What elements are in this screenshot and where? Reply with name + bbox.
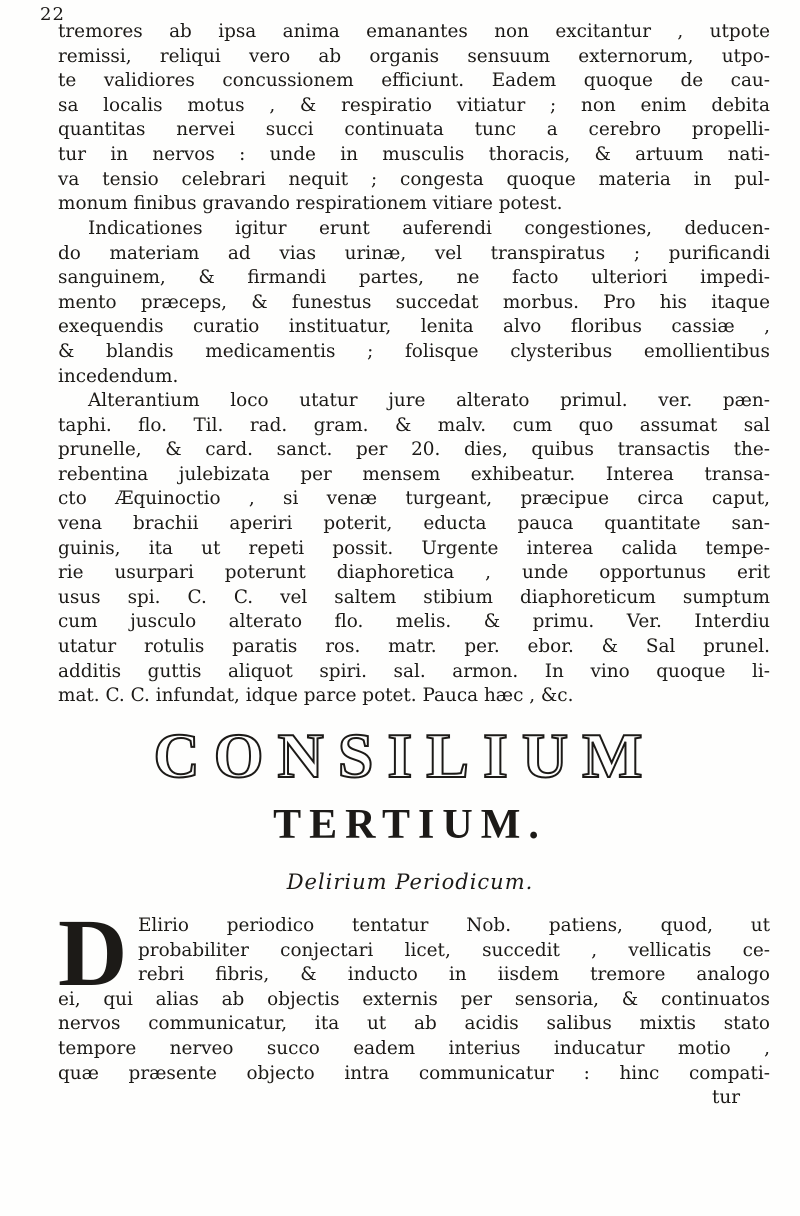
text-line: sa localis motus , & respiratio vitiatur ; non enim debita — [58, 94, 770, 116]
text-line: Alterantium loco utatur jure alterato primul. ver. pæn- — [88, 390, 770, 411]
drop-cap: D — [58, 899, 128, 1006]
text-line: te validiores concussionem efficiunt. Eadem quoque de cau- — [58, 70, 770, 92]
text-line: cum jusculo alterato flo. melis. & primu. Ver. Interdiu — [58, 611, 770, 633]
text-line: prunelle, & card. sanct. per 20. dies, quibus transactis the- — [58, 439, 770, 461]
text-line: monum finibus gravando respirationem vitiare potest. — [58, 193, 563, 215]
text-line: mat. C. C. infundat, idque parce potet. Pauca hæc , &c. — [58, 685, 574, 707]
paragraph-1 — [58, 20, 770, 217]
text-line: & blandis medicamentis ; folisque clysteribus emollientibus — [58, 340, 770, 362]
text-line: utatur rotulis paratis ros. matr. per. ebor. & Sal prunel. — [58, 635, 770, 657]
text-line: nervos communicatur, ita ut ab acidis salibus mixtis stato — [58, 1013, 770, 1035]
section-title: CONSILIUM — [153, 720, 657, 791]
text-line: exequendis curatio instituatur, lenita alvo floribus cassiæ , — [58, 316, 770, 338]
text-line: probabiliter conjectari licet, succedit , vellicatis ce- — [138, 939, 770, 961]
text-line: vena brachii aperiri poterit, educta pauca quantitate san- — [58, 512, 770, 534]
text-line: usus spi. C. C. vel saltem stibium diaphoreticum sumptum — [58, 586, 770, 608]
text-line: tur in nervos : unde in musculis thoracis, & artuum nati- — [58, 143, 770, 165]
text-line: do materiam ad vias urinæ, vel transpiratus ; purificandi — [58, 242, 770, 264]
text-line: remissi, reliqui vero ab organis sensuum externorum, utpo- — [58, 45, 770, 67]
text-line: rie usurpari poterunt diaphoretica , unde opportunus erit — [58, 562, 770, 584]
text-line: rebri fibris, & inducto in iisdem tremore analogo — [138, 964, 770, 986]
text-line: Indicationes igitur erunt auferendi congestiones, deducen- — [88, 218, 770, 239]
text-line: cto Æquinoctio , si venæ turgeant, præcipue circa caput, — [58, 488, 770, 510]
text-line: rebentina julebizata per mensem exhibeatur. Interea transa- — [58, 463, 770, 485]
paragraph-2 — [58, 217, 770, 389]
section-subtitle: Delirium Periodicum. — [286, 870, 534, 894]
catchword: tur — [711, 1087, 740, 1109]
paragraph-3 — [58, 389, 770, 709]
text-line: tempore nerveo succo eadem interius inducatur motio , — [58, 1037, 770, 1059]
text-line: guinis, ita ut repeti possit. Urgente interea calida tempe- — [58, 537, 770, 559]
text-line: additis guttis aliquot spiri. sal. armon. In vino quoque li- — [58, 660, 770, 682]
text-line: quantitas nervei succi continuata tunc a cerebro propelli- — [58, 119, 770, 141]
paragraph-4 — [58, 914, 770, 1111]
text-line: sanguinem, & firmandi partes, ne facto ulteriori impedi- — [58, 267, 770, 289]
text-line: ei, qui alias ab objectis externis per sensoria, & continuatos — [58, 988, 770, 1010]
text-line: quæ præsente objecto intra communicatur : hinc compati- — [58, 1062, 770, 1084]
section-ordinal: TERTIUM. — [273, 802, 547, 848]
text-line: Elirio periodico tentatur Nob. patiens, quod, ut — [138, 915, 770, 936]
text-line: incedendum. — [58, 365, 179, 387]
text-line: taphi. flo. Til. rad. gram. & malv. cum quo assumat sal — [58, 414, 770, 436]
text-line: va tensio celebrari nequit ; congesta quoque materia in pul- — [58, 168, 770, 190]
text-line: tremores ab ipsa anima emanantes non excitantur , utpote — [58, 21, 770, 42]
text-line: mento præceps, & funestus succedat morbus. Pro his itaque — [58, 291, 770, 313]
page-number: 22 — [40, 4, 65, 25]
